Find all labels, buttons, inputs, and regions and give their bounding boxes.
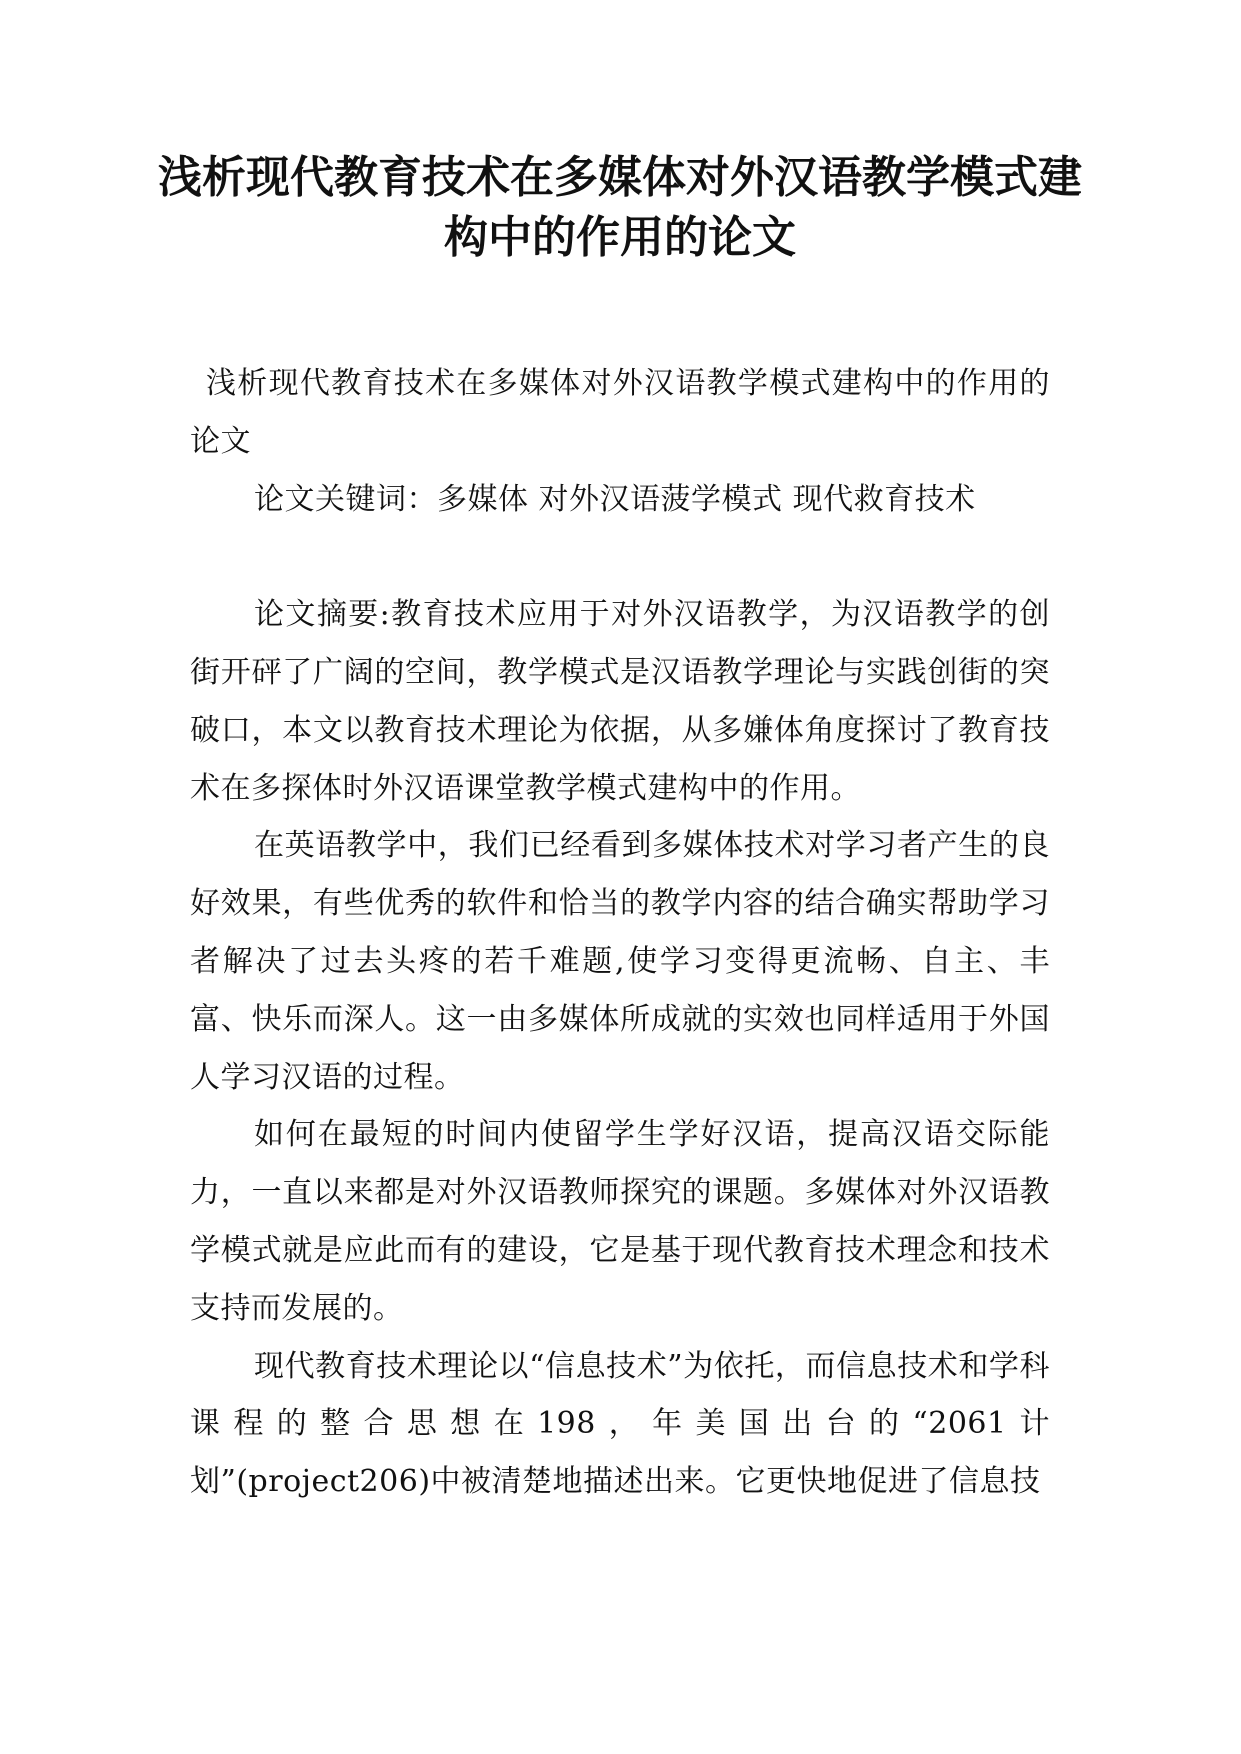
- document-body: [190, 355, 1050, 1511]
- body-paragraph: 现代教育技术理论以“信息技术”为依托，而信息技术和学科课程的整合思想在198，年美国出台的“2061计划”(project206)中被清楚地描述出来。它更快地促进了信息技: [190, 1348, 1050, 1500]
- body-paragraph: 如何在最短的时间内使留学生学好汉语，提高汉语交际能力，一直以来都是对外汉语教师探究的课题。多媒体对外汉语教学模式就是应此而有的建设，它是基于现代教育技术理念和技术支持而发展的。: [190, 1117, 1050, 1326]
- blank-line: [190, 528, 1050, 586]
- document-subtitle: 浅析现代教育技术在多媒体对外汉语教学模式建构中的作用的论文: [190, 366, 1050, 459]
- keywords-line: 论文关键词：多媒体 对外汉语菠学模式 现代救育技术: [254, 481, 976, 517]
- abstract-paragraph: 论文摘要:教育技术应用于对外汉语教学，为汉语教学的创街开砰了广阔的空间，教学模式是汉语教学理论与实践创街的突破口，本文以教育技术理论为依据，从多嫌体角度探讨了教育技术在多探体时外汉语课堂教学模式建构中的作用。: [190, 597, 1050, 806]
- body-paragraph: 在英语教学中，我们已经看到多媒体技术对学习者产生的良好效果，有些优秀的软件和恰当的教学内容的结合确实帮助学习者解决了过去头疼的若千难题,使学习变得更流畅、自主、丰富、快乐而深人。这一由多媒体所成就的实效也同样适用于外国人学习汉语的过程。: [190, 828, 1050, 1095]
- document-title: 浅析现代教育技术在多媒体对外汉语教学模式建构中的作用的论文: [158, 152, 1082, 263]
